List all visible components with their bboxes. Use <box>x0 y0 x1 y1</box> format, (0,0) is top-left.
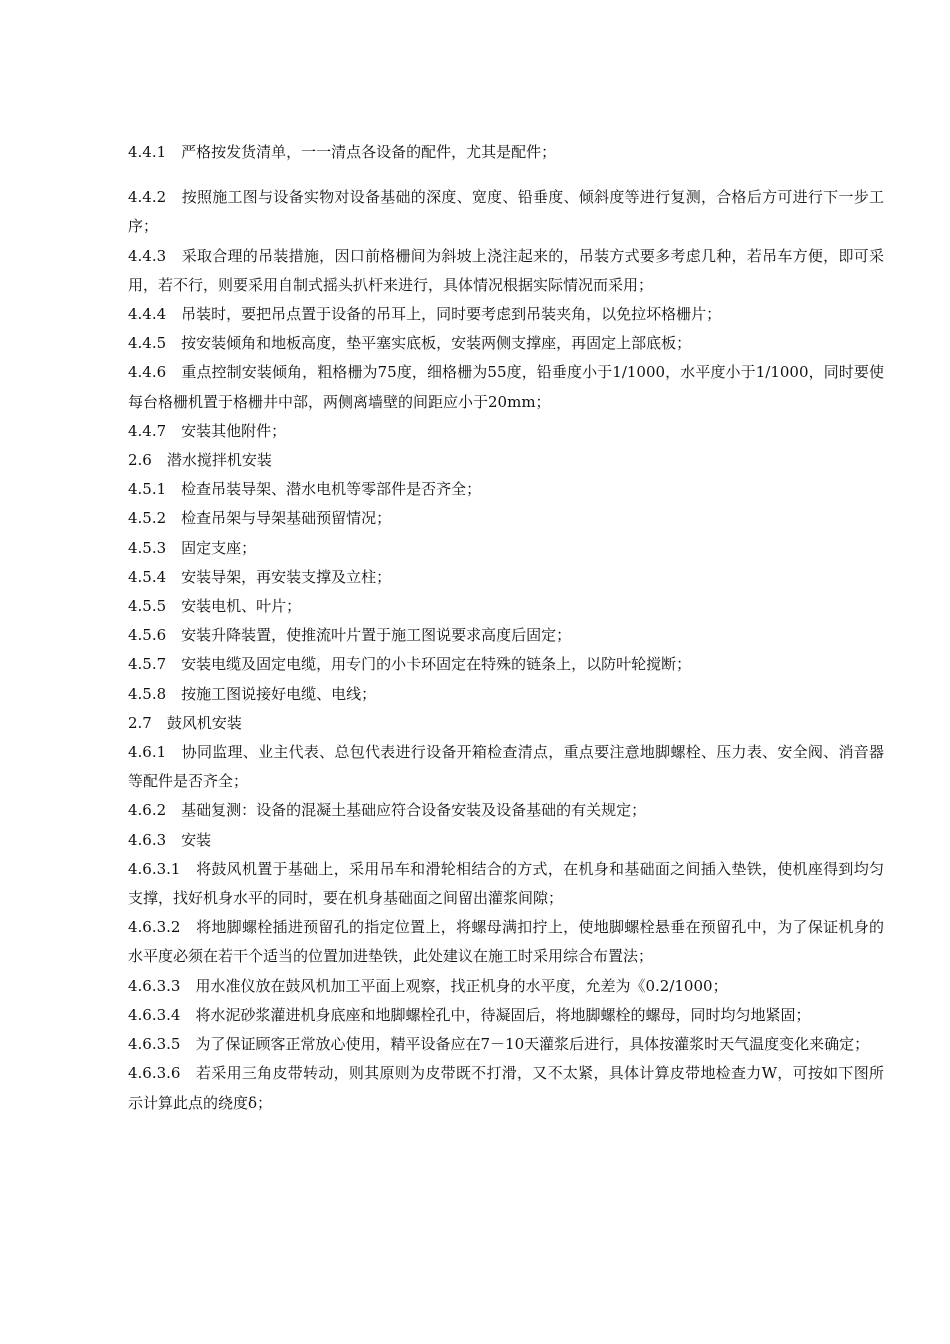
paragraph-4-6-3-4: 4.6.3.4 将水泥砂浆灌进机身底座和地脚螺栓孔中，待凝固后，将地脚螺栓的螺母，同时均匀地紧固； <box>128 1005 811 1024</box>
paragraph-4-4-6: 4.4.6 重点控制安装倾角，粗格栅为75度，细格栅为55度，铅垂度小于1/1000，水平度小于1/1000，同时要使每台格栅机置于格栅井中部，两侧离墙壁的间距应小于20mm； <box>128 363 884 411</box>
paragraph-4-5-3: 4.5.3 固定支座； <box>128 538 257 557</box>
paragraph-4-5-6: 4.5.6 安装升降装置，使推流叶片置于施工图说要求高度后固定； <box>128 626 572 645</box>
document-body <box>128 138 884 1118</box>
paragraph-4-4-2: 4.4.2 按照施工图与设备实物对设备基础的深度、宽度、铅垂度、倾斜度等进行复测，合格后方可进行下一步工序； <box>128 188 884 236</box>
paragraph-4-4-4: 4.4.4 吊装时，要把吊点置于设备的吊耳上，同时要考虑到吊装夹角，以免拉坏格栅片； <box>128 305 722 324</box>
paragraph-4-5-7: 4.5.7 安装电缆及固定电缆，用专门的小卡环固定在特殊的链条上，以防叶轮搅断； <box>128 655 692 674</box>
paragraph-4-4-7: 4.4.7 安装其他附件； <box>128 421 287 440</box>
paragraph-4-6-2: 4.6.2 基础复测：设备的混凝土基础应符合设备安装及设备基础的有关规定； <box>128 801 647 820</box>
paragraph-4-6-3-3: 4.6.3.3 用水准仪放在鼓风机加工平面上观察，找正机身的水平度，允差为《0.2/1000； <box>128 976 728 995</box>
paragraph-4-5-8: 4.5.8 按施工图说接好电缆、电线； <box>128 684 377 703</box>
paragraph-4-6-3-6: 4.6.3.6 若采用三角皮带转动，则其原则为皮带既不打滑，又不太紧，具体计算皮带地检查力W，可按如下图所示计算此点的绕度δ； <box>128 1064 884 1112</box>
paragraph-4-6-1: 4.6.1 协同监理、业主代表、总包代表进行设备开箱检查清点，重点要注意地脚螺栓、压力表、安全阀、消音器等配件是否齐全； <box>128 743 884 791</box>
paragraph-4-6-3-5: 4.6.3.5 为了保证顾客正常放心使用，精平设备应在7－10天灌浆后进行，具体按灌浆时天气温度变化来确定； <box>128 1035 870 1054</box>
paragraph-4-6-3-2: 4.6.3.2 将地脚螺栓插进预留孔的指定位置上，将螺母满扣拧上，使地脚螺栓悬垂在预留孔中，为了保证机身的水平度必须在若干个适当的位置加进垫铁，此处建议在施工时采用综合布置法； <box>128 918 884 966</box>
paragraph-4-6-3-1: 4.6.3.1 将鼓风机置于基础上，采用吊车和滑轮相结合的方式，在机身和基础面之间插入垫铁，使机座得到均匀支撑，找好机身水平的同时，要在机身基础面之间留出灌浆间隙； <box>128 859 884 908</box>
paragraph-4-4-5: 4.4.5 按安装倾角和地板高度，垫平塞实底板，安装两侧支撑座，再固定上部底板； <box>128 334 692 353</box>
paragraph-4-6-3: 4.6.3 安装 <box>128 830 212 849</box>
paragraph-4-5-1: 4.5.1 检查吊装导架、潜水电机等零部件是否齐全； <box>128 480 482 499</box>
paragraph-4-4-1: 4.4.1 严格按发货清单，一一清点各设备的配件，尤其是配件； <box>128 143 557 161</box>
paragraph-4-4-3: 4.4.3 采取合理的吊装措施，因口前格栅间为斜坡上浇注起来的，吊装方式要多考虑几种，若吊车方便，即可采用，若不行，则要采用自制式摇头扒杆来进行，具体情况根据实际情况而采用； <box>128 246 884 294</box>
section-heading-2-7: 2.7 鼓风机安装 <box>128 713 242 732</box>
paragraph-4-5-2: 4.5.2 检查吊架与导架基础预留情况； <box>128 509 392 528</box>
paragraph-4-5-5: 4.5.5 安装电机、叶片； <box>128 597 302 616</box>
section-heading-2-6: 2.6 潜水搅拌机安装 <box>128 451 272 470</box>
paragraph-4-5-4: 4.5.4 安装导架，再安装支撑及立柱； <box>128 567 392 586</box>
